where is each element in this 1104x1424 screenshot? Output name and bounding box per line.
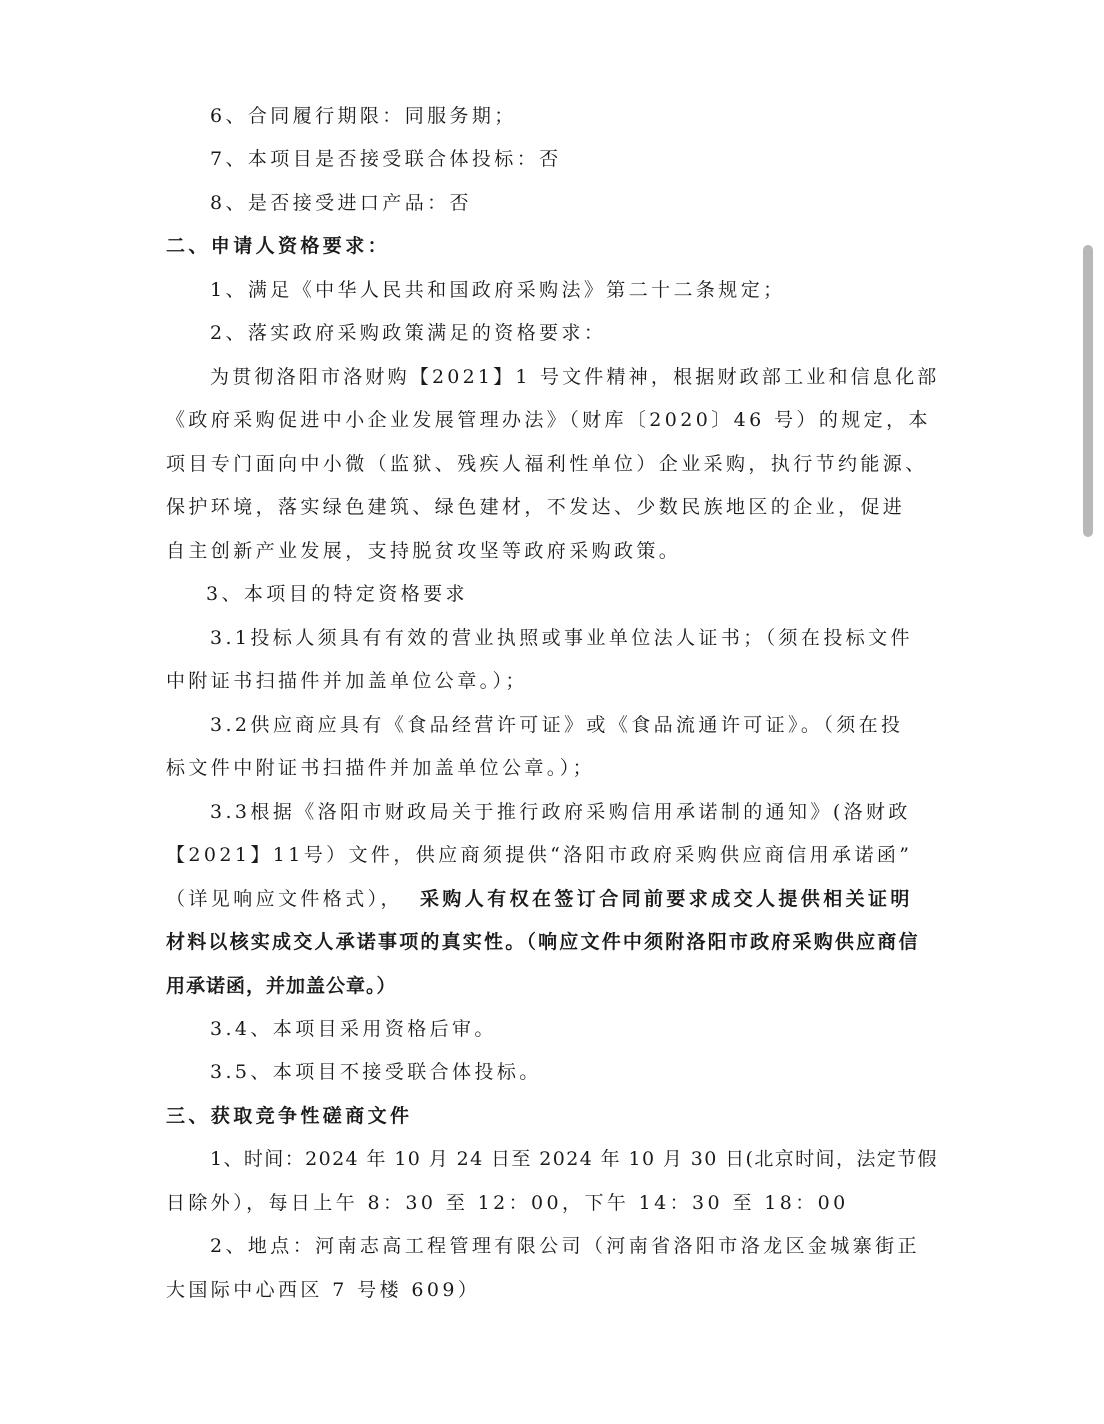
specific-requirement-3-3-cont: 【2021】11号）文件，供应商须提供“洛阳市政府采购供应商信用承诺函” bbox=[166, 844, 913, 866]
vertical-scrollbar[interactable] bbox=[1080, 0, 1104, 1424]
qualification-item-2: 2、落实政府采购政策满足的资格要求： bbox=[210, 322, 607, 344]
obtain-time: 1、时间：2024 年 10 月 24 日至 2024 年 10 月 30 日(北京时间，法定节假 bbox=[210, 1148, 938, 1170]
specific-requirement-3-3: 3.3根据《洛阳市财政局关于推行政府采购信用承诺制的通知》(洛财政 bbox=[210, 801, 911, 823]
policy-paragraph-line: 为贯彻洛阳市洛财购【2021】1 号文件精神，根据财政部工业和信息化部 bbox=[210, 366, 940, 388]
purchaser-right-statement-cont: 材料以核实成交人承诺事项的真实性。（响应文件中须附洛阳市政府采购供应商信 bbox=[166, 931, 920, 953]
obtain-location-cont: 大国际中心西区 7 号楼 609） bbox=[166, 1279, 481, 1301]
specific-requirement-3-1-cont: 中附证书扫描件并加盖单位公章。）； bbox=[166, 670, 528, 692]
specific-requirement-3-2: 3.2供应商应具有《食品经营许可证》或《食品流通许可证》。（须在投 bbox=[210, 714, 904, 736]
obtain-location: 2、地点：河南志高工程管理有限公司（河南省洛阳市洛龙区金城寨街正 bbox=[210, 1235, 920, 1257]
item-contract-period: 6、合同履行期限：同服务期； bbox=[210, 105, 517, 127]
specific-requirement-3-3-cont-plain: （详见响应文件格式）， bbox=[166, 888, 403, 910]
section-heading-qualifications: 二、申请人资格要求： bbox=[166, 235, 391, 257]
section-heading-obtain-documents: 三、获取竞争性磋商文件 bbox=[166, 1105, 413, 1127]
item-consortium-bid: 7、本项目是否接受联合体投标：否 bbox=[210, 148, 562, 170]
qualification-item-1: 1、满足《中华人民共和国政府采购法》第二十二条规定； bbox=[210, 279, 786, 301]
policy-paragraph-line: 《政府采购促进中小企业发展管理办法》（财库〔2020〕46 号）的规定，本 bbox=[166, 409, 931, 431]
specific-requirement-3-2-cont: 标文件中附证书扫描件并加盖单位公章。）； bbox=[166, 757, 596, 779]
purchaser-right-statement: 采购人有权在签订合同前要求成交人提供相关证明 bbox=[420, 888, 913, 910]
specific-requirement-3-4: 3.4、本项目采用资格后审。 bbox=[210, 1018, 497, 1040]
item-imported-products: 8、是否接受进口产品：否 bbox=[210, 192, 472, 214]
obtain-time-cont: 日除外），每日上午 8：30 至 12：00，下午 14：30 至 18：00 bbox=[166, 1192, 849, 1214]
policy-paragraph-line: 保护环境，落实绿色建筑、绿色建材，不发达、少数民族地区的企业，促进 bbox=[166, 496, 906, 518]
qualification-item-3: 3、本项目的特定资格要求 bbox=[206, 583, 468, 605]
policy-paragraph-line: 项目专门面向中小微（监狱、残疾人福利性单位）企业采购，执行节约能源、 bbox=[166, 453, 928, 475]
specific-requirement-3-5: 3.5、本项目不接受联合体投标。 bbox=[210, 1061, 542, 1083]
scrollbar-thumb[interactable] bbox=[1083, 245, 1093, 537]
specific-requirement-3-1: 3.1投标人须具有有效的营业执照或事业单位法人证书；（须在投标文件 bbox=[210, 627, 913, 649]
purchaser-right-statement-end: 用承诺函，并加盖公章。） bbox=[166, 975, 397, 997]
policy-paragraph-line: 自主创新产业发展，支持脱贫攻坚等政府采购政策。 bbox=[166, 540, 682, 562]
